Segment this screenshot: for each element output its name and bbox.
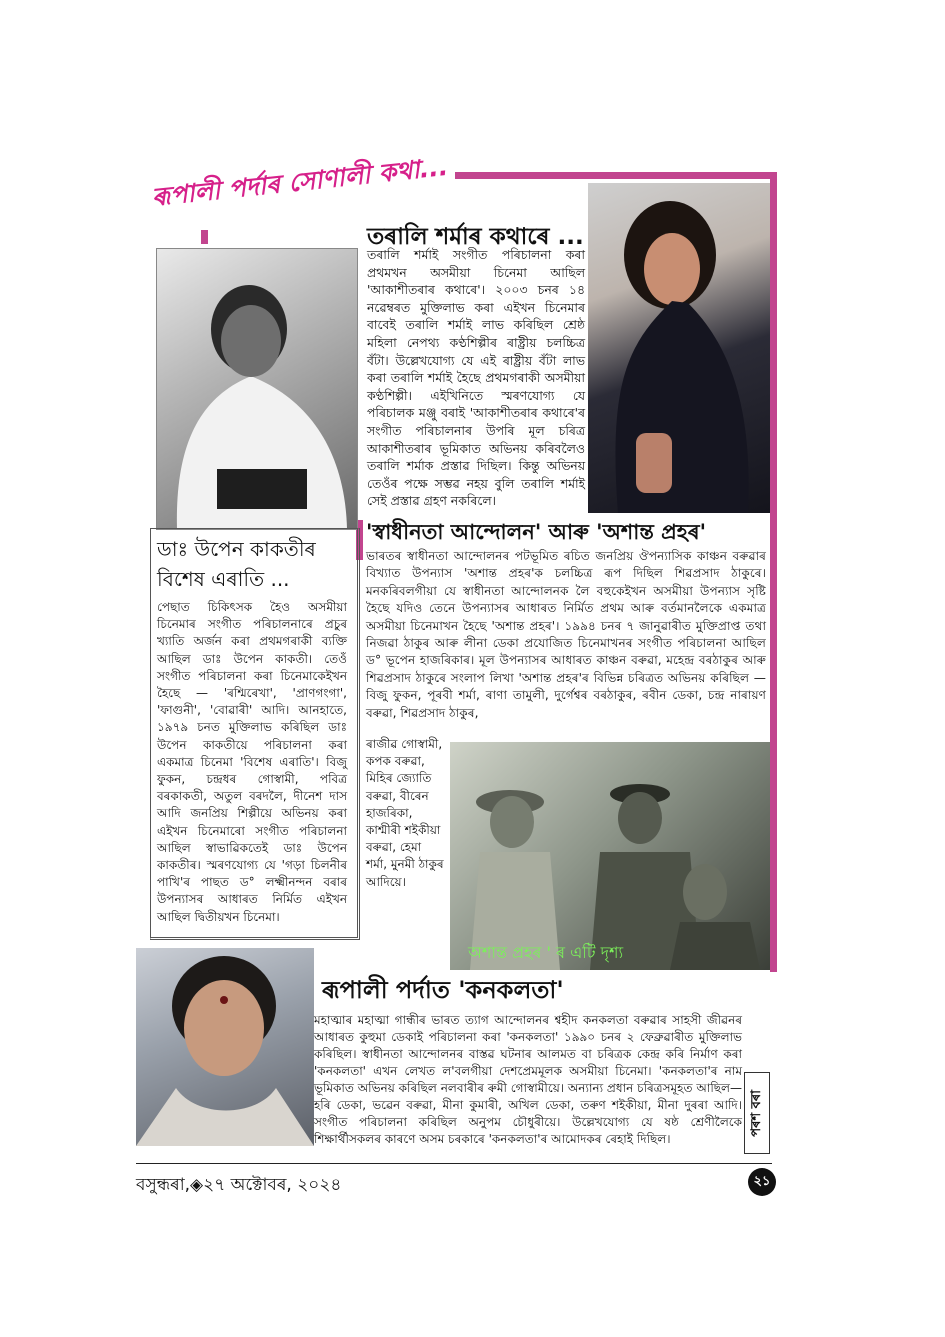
ashanta-title: 'স্বাধীনতা আন্দোলন' আৰু 'অশান্ত প্ৰহৰ' bbox=[366, 520, 707, 544]
portrait-silhouette-icon bbox=[157, 249, 357, 529]
portrait-silhouette-icon bbox=[588, 183, 770, 513]
tarali-body: তৰালি শৰ্মাই সংগীত পৰিচালনা কৰা প্ৰথমখন অসমীয়া চিনেমা আছিল 'আকাশীতৰাৰ কথাৰে'। ২০০৩ চনৰ ১৪ নৱেম্বৰত মুক্তিলাভ কৰা এইখন চিনেমাৰ বাবেই তৰালি শৰ্মাই লাভ কৰিছিল শ্ৰেষ্ঠ মহিলা নেপথ্য কণ্ঠশিল্পীৰ ৰাষ্ট্ৰীয় চলচ্চিত্ৰ বঁটা। উল্লেখযোগ্য যে এই ৰাষ্ট্ৰীয় বঁটা লাভ কৰা তৰালি শৰ্মাই হৈছে প্ৰথমগৰাকী অসমীয়া কণ্ঠশিল্পী। এইখিনিতে স্মৰণযোগ্য যে পৰিচালক মঞ্জু বৰাই 'আকাশীতৰাৰ কথাৰে'ৰ সংগীত পৰিচালনাৰ উপৰি মূল চৰিত্ৰ আকাশীতৰাৰ ভূমিকাত অভিনয় কৰিবলৈও তৰালি শৰ্মাক প্ৰস্তাৱ দিছিল। কিন্তু অভিনয় তেওঁৰ পক্ষে সম্ভৱ নহয় বুলি তৰালি শৰ্মাই সেই প্ৰস্তাৱ গ্ৰহণ নকৰিলে। bbox=[367, 247, 585, 509]
page-number: ২১ bbox=[753, 1173, 771, 1189]
upen-kakati-photo bbox=[156, 248, 358, 530]
ashanta-cast-continued: ৰাজীৱ গোস্বামী, কপক বৰুৱা, মিহিৰ জ্যোতি বৰুৱা, বীৰেন হাজৰিকা, কাশ্মীৰী শইকীয়া বৰুৱা, হেমা শৰ্মা, মুনমী ঠাকুৰ আদিয়ে। bbox=[366, 737, 444, 889]
frame-left-tick bbox=[201, 230, 208, 244]
upen-body: পেছাত চিকিৎসক হৈও অসমীয়া চিনেমাৰ সংগীত পৰিচালনাৰে প্ৰচুৰ খ্যাতি অৰ্জন কৰা প্ৰথমগৰাকী ব্যক্তি আছিল ডাঃ উপেন কাকতী। তেওঁ সংগীত পৰিচালনা কৰা চিনেমাকেইখন হৈছে — 'ৰশ্মিৰেখা', 'প্ৰাণগংগা', 'ফাগুনী', 'বোৱাৰী' আদি। আনহাতে, ১৯৭৯ চনত মুক্তিলাভ কৰিছিল ডাঃ উপেন কাকতীয়ে পৰিচালনা কৰা একমাত্ৰ চিনেমা 'বিশেষ এৰাতি'। বিজু ফুকন, চন্দ্ৰধৰ গোস্বামী, পবিত্ৰ বৰকাকতী, অতুল বৰদলৈ, দীনেশ দাস আদি জনপ্ৰিয় শিল্পীয়ে অভিনয় কৰা এইখন চিনেমাৰো সংগীত পৰিচালনা আছিল স্বাভাৱিকতেই ডাঃ উপেন কাকতীৰ। স্মৰণযোগ্য যে 'গড়া চিলনীৰ পাখি'ৰ পাছত ড° লক্ষ্মীনন্দন বৰাৰ উপন্যাসৰ আধাৰত নিৰ্মিত এইখন আছিল দ্বিতীয়খন চিনেমা। bbox=[157, 600, 347, 924]
banner-heading: ৰূপালী পৰ্দাৰ সোণালী কথা... bbox=[150, 151, 450, 212]
footer-rule bbox=[136, 1163, 772, 1164]
ashanta-body: ভাৰতৰ স্বাধীনতা আন্দোলনৰ পটভূমিত ৰচিত জনপ্ৰিয় ঔপন্যাসিক কাঞ্চন বৰুৱাৰ বিখ্যাত উপন্যাস 'অশান্ত প্ৰহৰ'ক চলচ্চিত্ৰ ৰূপ দিছিল শিৱপ্ৰসাদ ঠাকুৰে। মনকৰিবলগীয়া যে স্বাধীনতা আন্দোলনক লৈ বহুকেইখন অসমীয়া উপন্যাস সৃষ্টি হৈছে যদিও তেনে উপন্যাসৰ আধাৰত নিৰ্মিত প্ৰথম আৰু বৰ্তমানলৈকে একমাত্ৰ অসমীয়া চিনেমাখন হৈছে 'অশান্ত প্ৰহৰ'। ১৯৯৪ চনৰ ৭ জানুৱাৰীত মুক্তিপ্ৰাপ্ত তথা নিজৱা ঠাকুৰ আৰু লীনা ডেকা প্ৰযোজিত চিনেমাখনৰ সংগীত পৰিচালনা আছিল ড° ভূপেন হাজৰিকাৰ। মূল উপন্যাসৰ আধাৰত কাঞ্চন বৰুৱা, মহেন্দ্ৰ বৰঠাকুৰ আৰু শিৱপ্ৰসাদ ঠাকুৰে সংলাপ লিখা 'অশান্ত প্ৰহৰ'ৰ বিভিন্ন চৰিত্ৰত অভিনয় কৰিছিল — বিজু ফুকন, পূৰবী শৰ্মা, ৰাণা তামুলী, দুৰ্গেশ্বৰ বৰঠাকুৰ, ৰবীন ডেকা, চন্দ্ৰ নাৰায়ণ বৰুৱা, শিৱপ্ৰসাদ ঠাকুৰ, bbox=[366, 549, 766, 720]
upen-title-line2: বিশেষ এৰাতি ... bbox=[157, 567, 290, 591]
kanaklata-photo bbox=[136, 948, 314, 1146]
ashanta-caption: অশান্ত প্ৰহৰ ' ৰ এটি দৃশ্য bbox=[468, 943, 624, 962]
author-side-label-text: পৰশ বৰা bbox=[748, 1089, 764, 1137]
portrait-silhouette-icon bbox=[136, 948, 314, 1146]
frame-top-bar bbox=[455, 172, 777, 179]
tarali-photo bbox=[588, 183, 770, 513]
frame-right-bar bbox=[770, 172, 777, 972]
film-scene-icon bbox=[450, 742, 770, 970]
tarali-title: তৰালি শৰ্মাৰ কথাৰে ... bbox=[367, 224, 584, 250]
page-number-badge bbox=[748, 1168, 776, 1196]
ashanta-prahar-still bbox=[450, 742, 770, 970]
kanaklata-title: ৰূপালী পৰ্দাত 'কনকলতা' bbox=[322, 976, 564, 1004]
upen-title-line1: ডাঃ উপেন কাকতীৰ bbox=[157, 537, 316, 561]
upen-box bbox=[150, 528, 360, 940]
author-side-label bbox=[744, 1072, 770, 1154]
kanaklata-body: মহাত্মাৰ মহাত্মা গান্ধীৰ ভাৰত ত্যাগ আন্দোলনৰ শ্বহীদ কনকলতা বৰুৱাৰ সাহসী জীৱনৰ আধাৰত কুহুমা ডেকাই পৰিচালনা কৰা 'কনকলতা' ১৯৯০ চনৰ ২ ফেব্ৰুৱাৰীত মুক্তিলাভ কৰিছিল। স্বাধীনতা আন্দোলনৰ বাস্তৱ ঘটনাৰ আলমত বা চৰিত্ৰক কেন্দ্ৰ কৰি নিৰ্মাণ কৰা 'কনকলতা' এখন লেখত ল'বলগীয়া দেশপ্ৰেমমূলক অসমীয়া চিনেমা। 'কনকলতা'ৰ নাম ভূমিকাত অভিনয় কৰিছিল নলবাৰীৰ ৰুমী গোস্বামীয়ে। অন্যান্য প্ৰধান চৰিত্ৰসমূহত আছিল— হৰি ডেকা, ভৱেন বৰুৱা, মীনা কুমাৰী, অখিল ডেকা, তৰুণ শইকীয়া, মীনা দুৰৰা আদি। সংগীত পৰিচালনা কৰিছিল অনুপম চৌধুৰীয়ে। উল্লেখযোগ্য যে ষষ্ঠ শ্ৰেণীলৈকে শিক্ষাৰ্থীসকলৰ কাৰণে অসম চৰকাৰে 'কনকলতা'ৰ আমোদকৰ ৰেহাই দিছিল। bbox=[314, 1013, 742, 1146]
footer-publication: বসুন্ধৰা,◈২৭ অক্টোবৰ, ২০২৪ bbox=[136, 1175, 342, 1195]
